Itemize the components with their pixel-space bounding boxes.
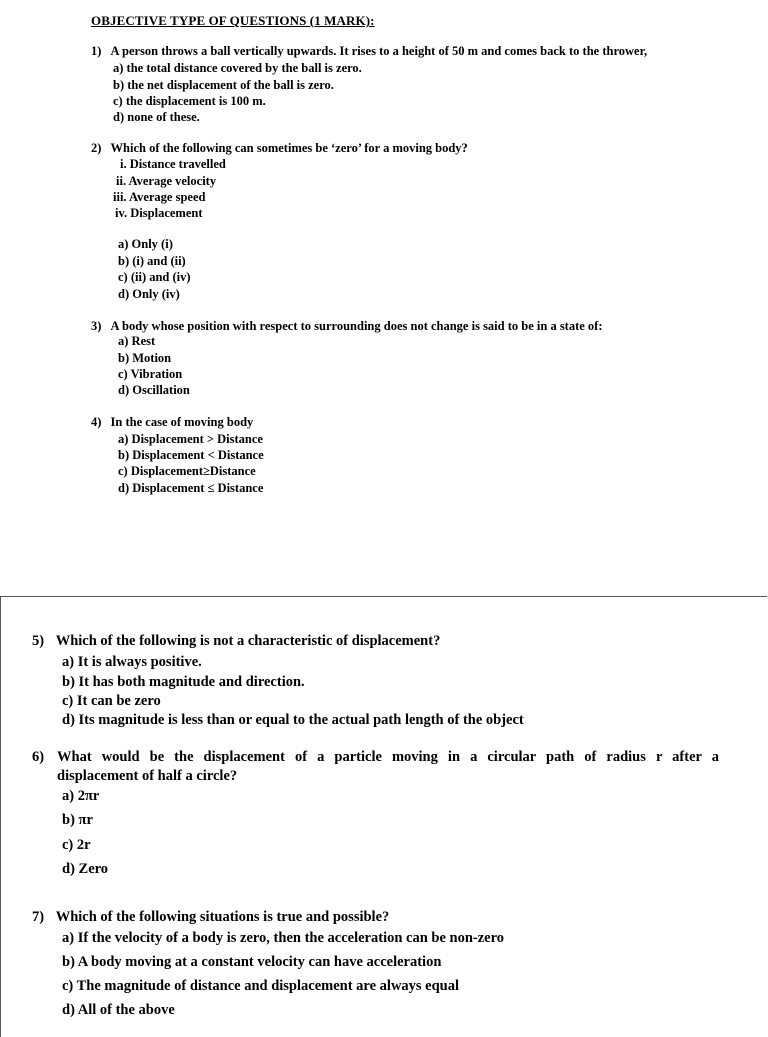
question-7-number: 7)	[32, 909, 45, 925]
question-5-text: Which of the following is not a characteristic of displacement?	[55, 633, 441, 649]
question-4-text: In the case of moving body	[110, 415, 254, 429]
q7-option-c: c) The magnitude of distance and displacement are always equal	[62, 978, 460, 994]
question-7	[32, 909, 389, 926]
q4-option-d: d) Displacement ≤ Distance	[118, 481, 264, 495]
q7-option-d: d) All of the above	[62, 1002, 175, 1018]
page-title: OBJECTIVE TYPE OF QUESTIONS (1 MARK):	[91, 13, 375, 28]
q2-option-a: a) Only (i)	[118, 237, 173, 251]
q2-item-i: i. Distance travelled	[120, 157, 226, 171]
q5-option-d: d) Its magnitude is less than or equal to the actual path length of the object	[62, 712, 524, 728]
page-bottom-section	[0, 596, 767, 1037]
q2-item-iii: iii. Average speed	[113, 190, 206, 204]
question-2-text: Which of the following can sometimes be ‘zero’ for a moving body?	[110, 141, 468, 155]
q3-option-a: a) Rest	[118, 334, 156, 348]
q3-option-d: d) Oscillation	[118, 383, 190, 397]
q4-option-b: b) Displacement < Distance	[118, 448, 264, 462]
question-7-text: Which of the following situations is true and possible?	[55, 909, 390, 925]
q2-option-c: c) (ii) and (iv)	[118, 270, 191, 284]
q6-option-b: b) πr	[62, 812, 93, 828]
question-3-number: 3)	[91, 319, 102, 333]
q6-option-d: d) Zero	[62, 861, 109, 877]
q4-option-c: c) Displacement≥Distance	[118, 464, 256, 478]
question-6-text-line-2: displacement of half a circle?	[57, 768, 238, 784]
q1-option-a: a) the total distance covered by the ball is zero.	[113, 61, 362, 75]
q4-option-a: a) Displacement > Distance	[118, 432, 263, 446]
question-6-text-line-1: What would be the displacement of a particle moving in a circular path of radius r after a	[57, 749, 719, 765]
q5-option-a: a) It is always positive.	[62, 654, 202, 670]
q1-option-c: c) the displacement is 100 m.	[113, 94, 266, 108]
q6-option-a: a) 2πr	[62, 788, 100, 804]
q7-option-b: b) A body moving at a constant velocity can have acceleration	[62, 954, 442, 970]
question-2-number: 2)	[91, 141, 102, 155]
question-2	[91, 141, 468, 156]
question-5-number: 5)	[32, 633, 45, 649]
q7-option-a: a) If the velocity of a body is zero, then the acceleration can be non-zero	[62, 930, 505, 946]
q3-option-c: c) Vibration	[118, 367, 183, 381]
q2-item-iv: iv. Displacement	[115, 206, 203, 220]
q5-option-b: b) It has both magnitude and direction.	[62, 674, 305, 690]
q2-item-ii: ii. Average velocity	[116, 174, 217, 188]
question-1	[91, 44, 647, 59]
q1-option-b: b) the net displacement of the ball is zero.	[113, 78, 334, 92]
q2-option-b: b) (i) and (ii)	[118, 254, 186, 268]
question-6-number: 6)	[32, 749, 45, 765]
q3-option-b: b) Motion	[118, 351, 172, 365]
question-4	[91, 415, 253, 430]
question-1-text: A person throws a ball vertically upwards. It rises to a height of 50 m and comes back to the thrower,	[110, 44, 648, 58]
q6-option-c: c) 2r	[62, 837, 91, 853]
question-3	[91, 319, 603, 334]
q5-option-c: c) It can be zero	[62, 693, 161, 709]
question-3-text: A body whose position with respect to surrounding does not change is said to be in a state of:	[110, 319, 603, 333]
question-1-number: 1)	[91, 44, 102, 58]
question-4-number: 4)	[91, 415, 102, 429]
question-5	[32, 633, 440, 650]
q1-option-d: d) none of these.	[113, 110, 200, 124]
q2-option-d: d) Only (iv)	[118, 287, 180, 301]
